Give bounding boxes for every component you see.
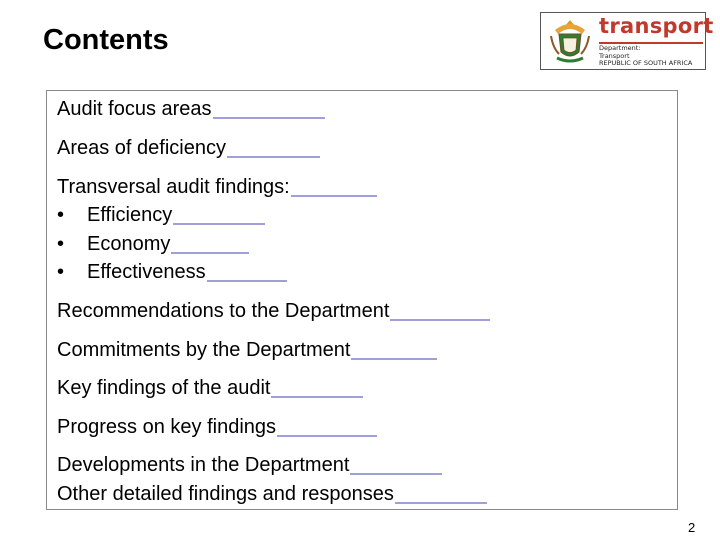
page-number: 2 [688, 520, 696, 535]
list-item: Transversal audit findings: [57, 175, 377, 199]
list-item: Developments in the Department [57, 453, 442, 477]
department-logo [540, 12, 714, 70]
fill-line [227, 155, 320, 158]
fill-line [291, 194, 377, 197]
list-item: Recommendations to the Department [57, 299, 490, 323]
list-item: Progress on key findings [57, 415, 377, 439]
fill-line [171, 251, 249, 254]
fill-line [395, 501, 487, 504]
fill-line [213, 116, 325, 119]
list-item: Audit focus areas [57, 97, 325, 121]
fill-line [390, 318, 490, 321]
contents-box [46, 90, 678, 510]
fill-line [271, 395, 363, 398]
fill-line [173, 222, 265, 225]
fill-line [350, 472, 442, 475]
fill-line [207, 279, 287, 282]
logo-wordmark: transport [599, 14, 714, 38]
list-item: Commitments by the Department [57, 338, 437, 362]
fill-line [277, 434, 377, 437]
coat-of-arms-icon [545, 16, 595, 66]
page-title: Contents [43, 24, 169, 56]
list-item: • Effectiveness [57, 260, 287, 284]
list-item: Areas of deficiency [57, 136, 320, 160]
logo-subtitle: Department: Transport REPUBLIC OF SOUTH AFRICA [599, 44, 693, 67]
list-item: Key findings of the audit [57, 376, 363, 400]
fill-line [351, 357, 437, 360]
list-item: • Efficiency [57, 203, 265, 227]
list-item: Other detailed findings and responses [57, 482, 487, 506]
list-item: • Economy [57, 232, 249, 256]
